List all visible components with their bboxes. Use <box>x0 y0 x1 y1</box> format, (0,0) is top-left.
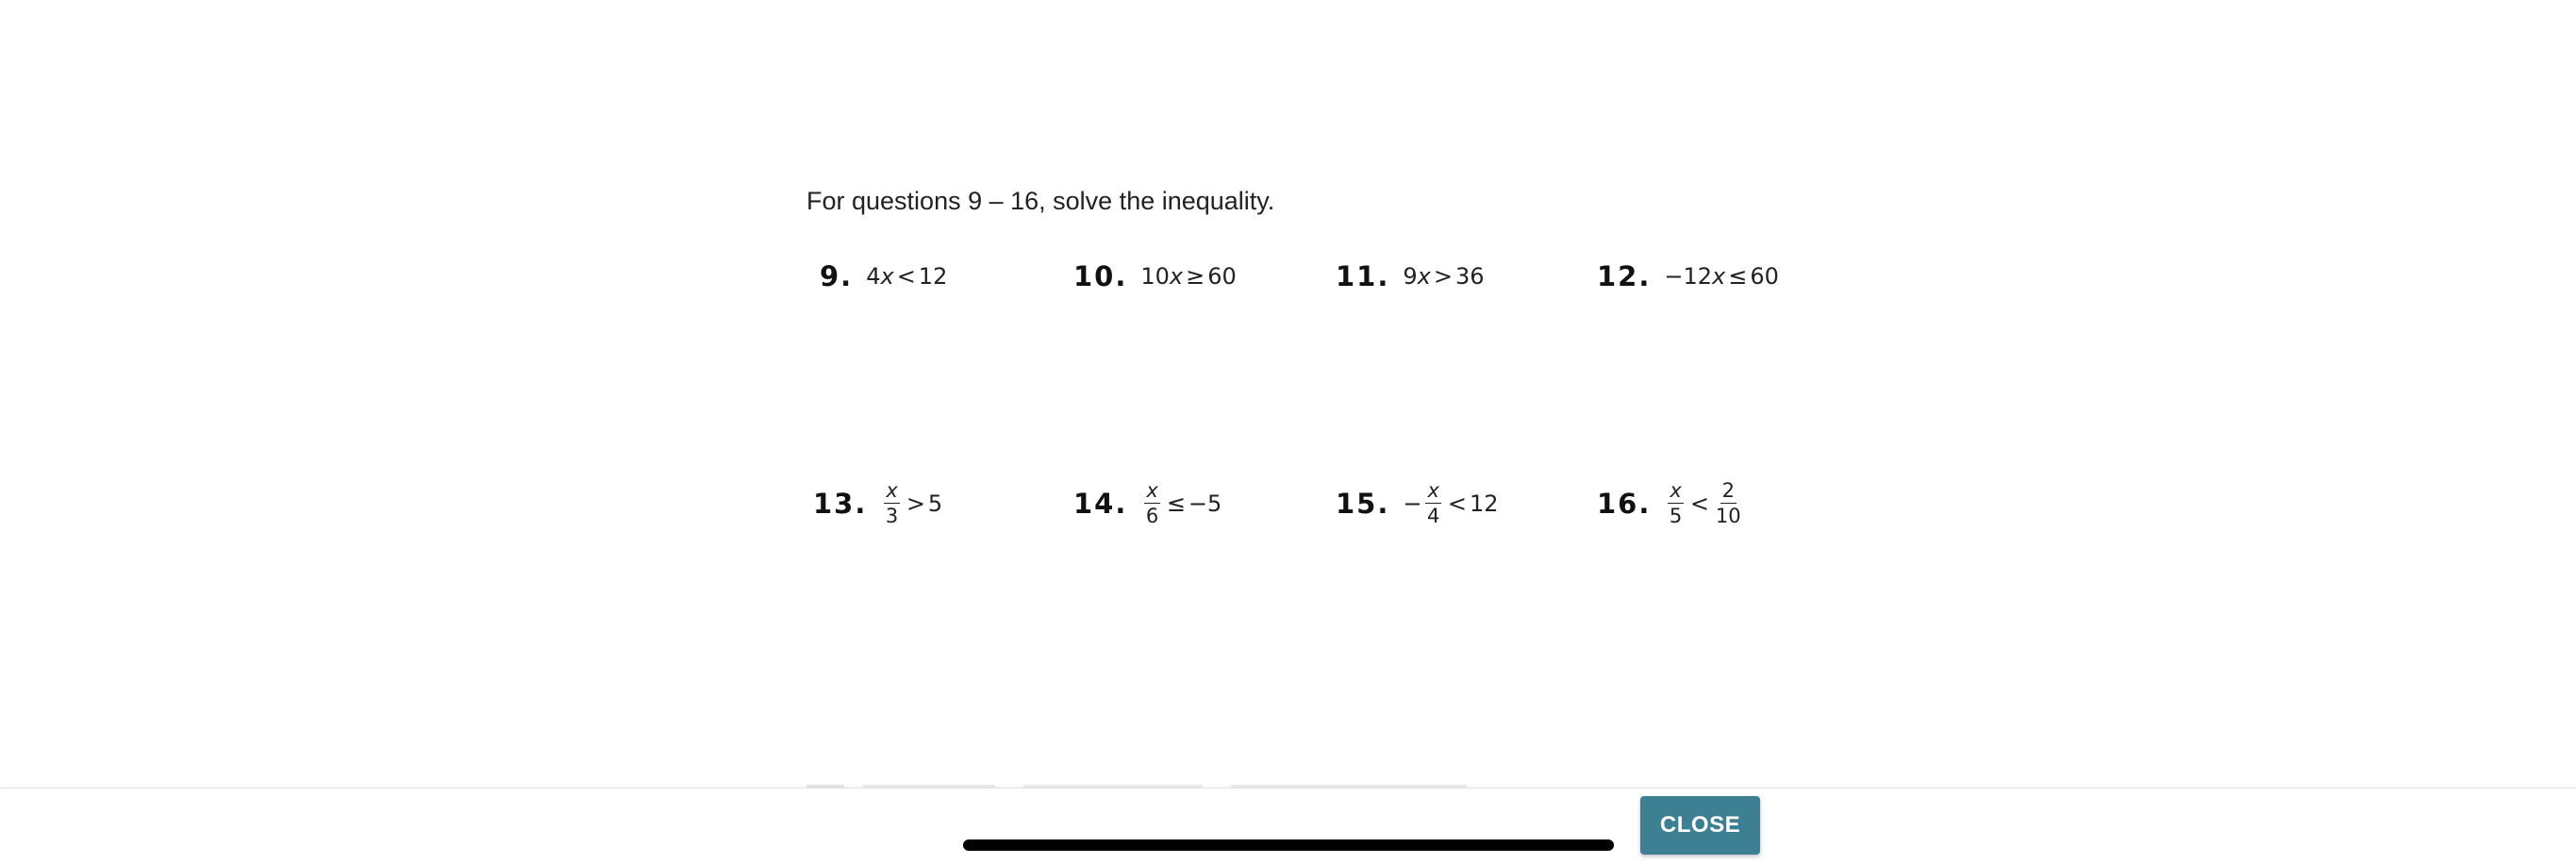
inequality-operator: < <box>896 263 916 290</box>
fraction <box>1144 481 1159 526</box>
inequality-expression <box>1140 263 1236 290</box>
fraction-numerator: x <box>1427 479 1439 502</box>
bottom-bar <box>0 788 2576 864</box>
fraction <box>1668 481 1683 526</box>
problem-number: 12. <box>1597 260 1652 292</box>
fraction-numerator: x <box>1670 479 1682 502</box>
scroll-handle[interactable] <box>963 839 1614 851</box>
right-hand-side: −5 <box>1188 490 1222 517</box>
problem-9 <box>820 260 947 292</box>
inequality-operator: ≥ <box>1186 263 1205 290</box>
variable: x <box>1169 263 1184 290</box>
inequality-operator: ≤ <box>1728 263 1748 290</box>
fraction-numerator: 2 <box>1721 479 1735 502</box>
right-hand-side: 5 <box>927 490 943 517</box>
problem-number: 11. <box>1336 260 1390 292</box>
fraction-numerator: x <box>886 479 898 502</box>
problem-number: 14. <box>1073 488 1128 520</box>
problem-number: 16. <box>1597 488 1652 520</box>
variable: x <box>880 263 894 290</box>
instructions-text: For questions 9 – 16, solve the inequality. <box>806 187 1275 215</box>
fraction-denominator: 3 <box>885 505 899 527</box>
coefficient: −12 <box>1664 263 1713 290</box>
problem-11 <box>1336 260 1485 292</box>
inequality-expression <box>1403 263 1484 290</box>
variable: x <box>1712 263 1726 290</box>
coefficient: 9 <box>1403 263 1418 290</box>
inequality-operator: > <box>1433 263 1453 290</box>
inequality-expression <box>1140 481 1222 526</box>
problem-10 <box>1073 260 1237 292</box>
coefficient: 10 <box>1140 263 1170 290</box>
right-hand-side: 60 <box>1750 263 1779 290</box>
right-hand-side: 60 <box>1207 263 1237 290</box>
fraction-numerator: x <box>1146 479 1158 502</box>
inequality-expression <box>866 263 947 290</box>
fraction <box>1716 481 1741 526</box>
fraction-denominator: 5 <box>1669 505 1683 527</box>
fraction <box>1425 481 1440 526</box>
problem-number: 10. <box>1073 260 1128 292</box>
inequality-operator: ≤ <box>1166 490 1186 517</box>
inequality-operator: < <box>1689 490 1709 517</box>
inequality-expression <box>1403 481 1498 526</box>
inequality-expression <box>880 481 942 526</box>
problem-number: 9. <box>820 260 854 292</box>
right-hand-side: 36 <box>1454 263 1485 290</box>
problem-number: 13. <box>813 488 868 520</box>
problem-number: 15. <box>1336 488 1390 520</box>
inequality-expression <box>1664 481 1744 526</box>
inequality-expression <box>1664 263 1779 290</box>
fraction <box>884 481 899 526</box>
fraction-denominator: 4 <box>1427 505 1440 527</box>
inequality-operator: > <box>906 490 925 517</box>
right-hand-side: 12 <box>1470 490 1499 517</box>
fraction-denominator: 6 <box>1145 505 1159 527</box>
variable: x <box>1417 263 1431 290</box>
negative-sign: − <box>1403 490 1422 517</box>
right-hand-side: 12 <box>918 263 948 290</box>
problem-12 <box>1597 260 1779 292</box>
inequality-operator: < <box>1447 490 1468 517</box>
problem-16 <box>1597 481 1745 526</box>
problem-15 <box>1336 481 1499 526</box>
fraction-denominator: 10 <box>1715 505 1741 527</box>
problem-13 <box>813 481 942 526</box>
problem-14 <box>1073 481 1222 526</box>
close-button[interactable]: CLOSE <box>1640 796 1760 855</box>
coefficient: 4 <box>866 263 881 290</box>
